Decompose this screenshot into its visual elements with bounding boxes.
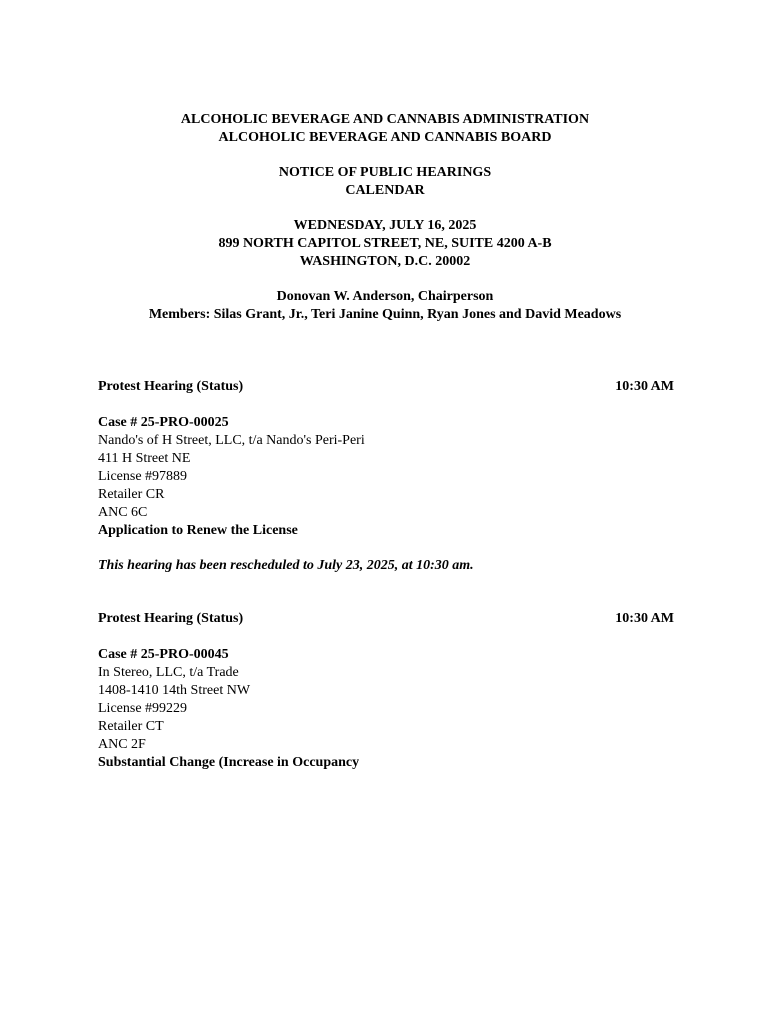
chairperson: Donovan W. Anderson, Chairperson: [276, 289, 494, 304]
hearing-type: Protest Hearing (Status): [98, 379, 244, 394]
licensee-name: Nando's of H Street, LLC, t/a Nando's Peri-Peri: [98, 433, 365, 448]
hearing-heading: [98, 378, 674, 396]
license-number: License #99229: [98, 701, 188, 716]
hearing-type: Protest Hearing (Status): [98, 611, 244, 626]
case-number: Case # 25-PRO-00025: [98, 415, 229, 430]
address-line-1: 899 NORTH CAPITOL STREET, NE, SUITE 4200 A-B: [218, 236, 552, 251]
agency-name: ALCOHOLIC BEVERAGE AND CANNABIS ADMINISTRATION: [180, 112, 590, 127]
premises-address: 1408-1410 14th Street NW: [98, 683, 251, 698]
hearing-entry-1: [98, 378, 674, 575]
notice-title: NOTICE OF PUBLIC HEARINGS: [278, 165, 492, 180]
notice-header: [0, 111, 770, 324]
case-details: [98, 646, 674, 772]
license-number: License #97889: [98, 469, 188, 484]
reschedule-note: This hearing has been rescheduled to July 23, 2025, at 10:30 am.: [98, 558, 474, 573]
licensee-name: In Stereo, LLC, t/a Trade: [98, 665, 239, 680]
header-spacer: [0, 147, 770, 164]
premises-address: 411 H Street NE: [98, 451, 191, 466]
case-details: [98, 414, 674, 540]
board-name: ALCOHOLIC BEVERAGE AND CANNABIS BOARD: [218, 130, 552, 145]
address-line-2: WASHINGTON, D.C. 20002: [299, 254, 471, 269]
hearing-heading: [98, 610, 674, 628]
hearing-date: WEDNESDAY, JULY 16, 2025: [293, 218, 477, 233]
hearing-entry-2: [98, 610, 674, 772]
application-type: Application to Renew the License: [98, 523, 298, 538]
notice-subtitle: CALENDAR: [345, 183, 425, 198]
board-members: Members: Silas Grant, Jr., Teri Janine Quinn, Ryan Jones and David Meadows: [148, 307, 622, 322]
anc-district: ANC 2F: [98, 737, 146, 752]
hearing-time: 10:30 AM: [615, 611, 674, 626]
header-spacer: [0, 200, 770, 217]
license-class: Retailer CR: [98, 487, 165, 502]
application-type: Substantial Change (Increase in Occupancy: [98, 755, 360, 770]
case-number: Case # 25-PRO-00045: [98, 647, 229, 662]
header-spacer: [0, 271, 770, 288]
hearing-time: 10:30 AM: [615, 379, 674, 394]
license-class: Retailer CT: [98, 719, 164, 734]
anc-district: ANC 6C: [98, 505, 148, 520]
